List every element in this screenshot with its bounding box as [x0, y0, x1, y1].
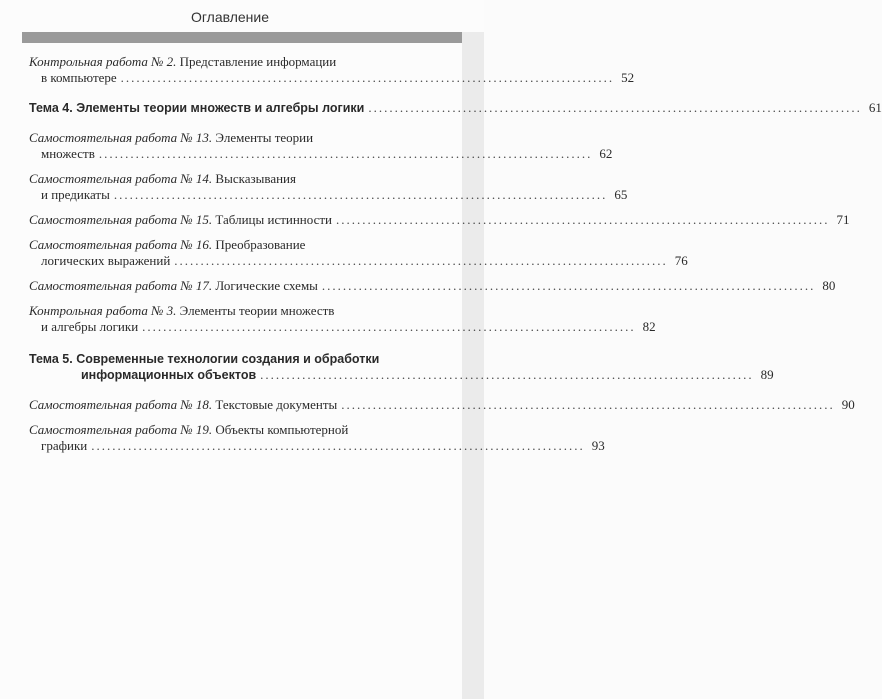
entry-kind: Контрольная работа № 2.	[29, 54, 177, 69]
page-number: 61	[868, 100, 882, 115]
topic-title-cont: информационных объектов	[81, 368, 257, 382]
entry-title: Элементы теории	[212, 130, 314, 145]
page-number: 52	[621, 70, 635, 85]
page-number: 89	[760, 367, 774, 382]
leader-dots: ..............................................................................................	[142, 319, 636, 334]
entry-kind: Самостоятельная работа № 17.	[29, 278, 213, 293]
toc-entry	[29, 212, 850, 228]
page-edge-shadow	[462, 32, 484, 699]
entry-title: Таблицы истинности	[212, 212, 332, 227]
entry-title: Элементы теории множеств	[176, 303, 335, 318]
toc-entry	[29, 422, 605, 454]
leader-dots: ..............................................................................................	[91, 438, 585, 453]
page-number: 80	[822, 278, 836, 293]
entry-kind: Самостоятельная работа № 16.	[29, 237, 213, 252]
entry-title: Логические схемы	[212, 278, 318, 293]
leader-dots: ..............................................................................................	[120, 70, 615, 85]
entry-kind: Самостоятельная работа № 18.	[29, 397, 213, 412]
topic-title: Тема 5. Современные технологии создания и обработки	[29, 352, 380, 366]
toc-topic	[29, 100, 882, 116]
page-number: 90	[841, 397, 855, 412]
leader-dots: ..............................................................................................	[341, 397, 835, 412]
entry-kind: Самостоятельная работа № 15.	[29, 212, 213, 227]
toc-entry	[29, 397, 855, 413]
header-bar	[22, 32, 484, 43]
topic-title: Тема 4. Элементы теории множеств и алгебры логики	[29, 101, 365, 115]
entry-title: Текстовые документы	[212, 397, 338, 412]
entry-title-cont: и алгебры логики	[41, 319, 139, 334]
entry-title: Представление информации	[176, 54, 337, 69]
leader-dots: ..............................................................................................	[113, 187, 608, 202]
toc-entry	[29, 54, 635, 86]
entry-title-cont: и предикаты	[41, 187, 110, 202]
leader-dots: ..............................................................................................	[336, 212, 830, 227]
entry-title-cont: множеств	[41, 146, 95, 161]
entry-kind: Контрольная работа № 3.	[29, 303, 177, 318]
leader-dots: ..............................................................................................	[368, 100, 862, 115]
entry-kind: Самостоятельная работа № 19.	[29, 422, 213, 437]
entry-title: Высказывания	[212, 171, 296, 186]
toc-entry	[29, 237, 688, 269]
toc-entry	[29, 278, 836, 294]
entry-kind: Самостоятельная работа № 13.	[29, 130, 213, 145]
page-number: 93	[591, 438, 605, 453]
page-number: 62	[599, 146, 613, 161]
entry-kind: Самостоятельная работа № 14.	[29, 171, 213, 186]
toc-entry	[29, 171, 628, 203]
entry-title-cont: логических выражений	[41, 253, 171, 268]
page-number: 71	[836, 212, 850, 227]
entry-title-cont: графики	[41, 438, 88, 453]
page-number: 76	[674, 253, 688, 268]
toc-topic	[29, 351, 774, 383]
leader-dots: ..............................................................................................	[98, 146, 593, 161]
leader-dots: ..............................................................................................	[321, 278, 816, 293]
entry-title-cont: в компьютере	[41, 70, 117, 85]
entry-title: Объекты компьютерной	[212, 422, 349, 437]
toc-entry	[29, 303, 656, 335]
table-of-contents	[29, 54, 882, 463]
page-number: 65	[614, 187, 628, 202]
entry-title: Преобразование	[212, 237, 306, 252]
leader-dots: ..............................................................................................	[260, 367, 754, 382]
leader-dots: ..............................................................................................	[174, 253, 668, 268]
toc-entry	[29, 130, 613, 162]
page-header-title: Оглавление	[190, 9, 270, 25]
page-number: 82	[642, 319, 656, 334]
